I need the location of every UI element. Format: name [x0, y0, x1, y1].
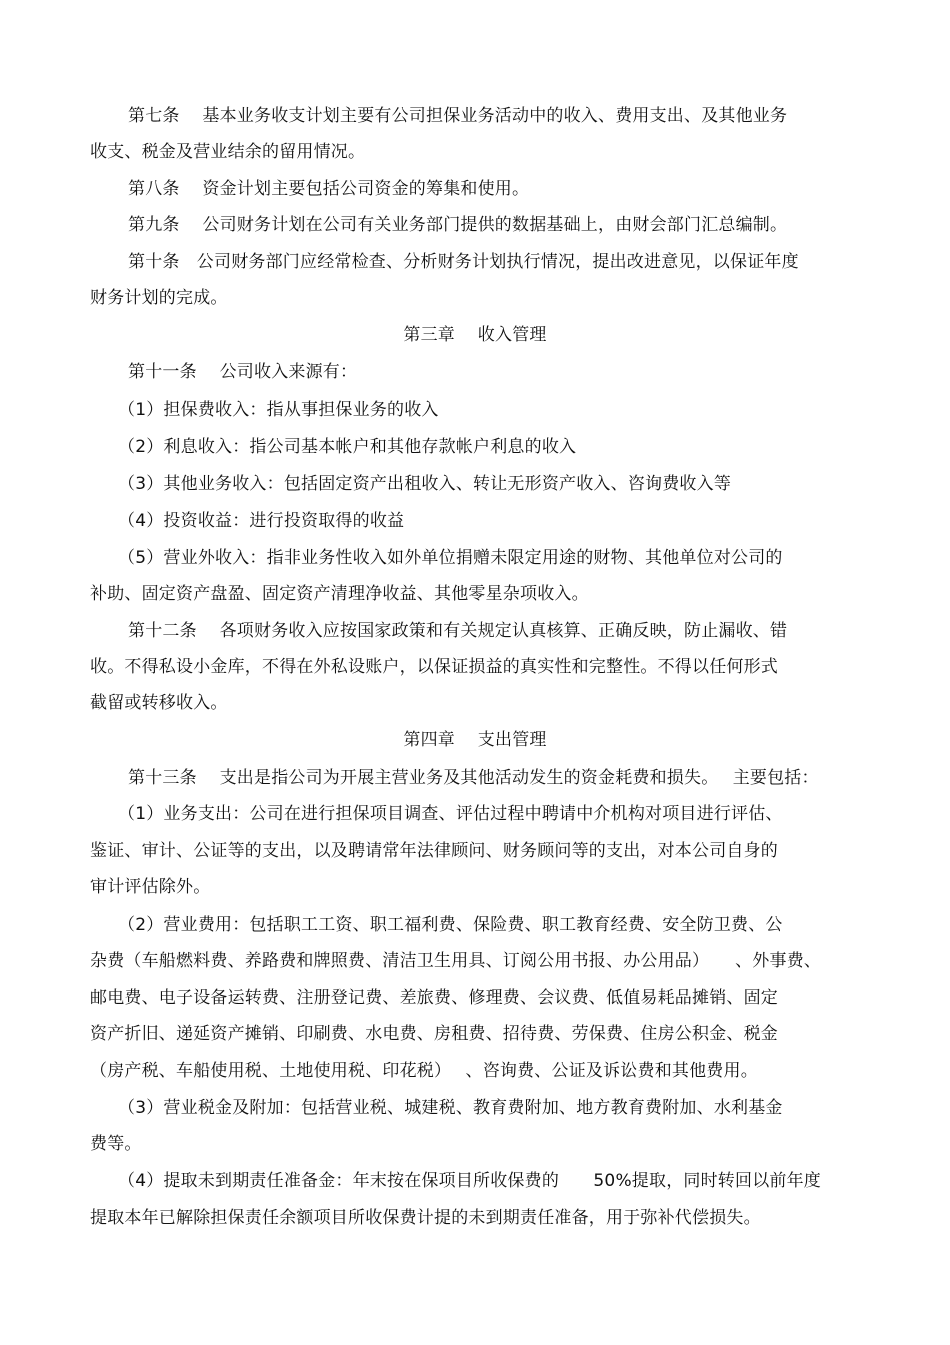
expense-item-3-line-1: （3）营业税金及附加：包括营业税、城建税、教育费附加、地方教育费附加、水利基金 — [118, 1098, 783, 1118]
expense-item-2-line-4: 资产折旧、递延资产摊销、印刷费、水电费、房租费、招待费、劳保费、住房公积金、税金 — [90, 1024, 778, 1044]
article-7-line-2: 收支、税金及营业结余的留用情况。 — [90, 142, 366, 162]
article-11: 第十一条 公司收入来源有： — [128, 362, 358, 382]
expense-item-1-line-1: （1）业务支出：公司在进行担保项目调查、评估过程中聘请中介机构对项目进行评估、 — [118, 804, 783, 824]
income-item-2: （2）利息收入：指公司基本帐户和其他存款帐户利息的收入 — [118, 437, 577, 457]
expense-item-2-line-2: 杂费（车船燃料费、养路费和牌照费、清洁卫生用具、订阅公用书报、办公用品） 、外事费、 — [90, 951, 822, 971]
income-item-5-line-2: 补助、固定资产盘盈、固定资产清理净收益、其他零星杂项收入。 — [90, 584, 589, 604]
article-12-line-2: 收。不得私设小金库，不得在外私设账户，以保证损益的真实性和完整性。不得以任何形式 — [90, 657, 778, 677]
income-item-3: （3）其他业务收入：包括固定资产出租收入、转让无形资产收入、咨询费收入等 — [118, 474, 732, 494]
income-item-1: （1）担保费收入：指从事担保业务的收入 — [118, 400, 439, 420]
article-13: 第十三条 支出是指公司为开展主营业务及其他活动发生的资金耗费和损失。 主要包括： — [128, 768, 819, 788]
article-7-line-1: 第七条 基本业务收支计划主要有公司担保业务活动中的收入、费用支出、及其他业务 — [128, 106, 788, 126]
income-item-4: （4）投资收益：进行投资取得的收益 — [118, 511, 405, 531]
expense-item-2-line-5: （房产税、车船使用税、土地使用税、印花税） 、咨询费、公证及诉讼费和其他费用。 — [90, 1061, 758, 1081]
expense-item-2-line-1: （2）营业费用：包括职工工资、职工福利费、保险费、职工教育经费、安全防卫费、公 — [118, 915, 783, 935]
expense-item-3-line-2: 费等。 — [90, 1134, 142, 1154]
article-8: 第八条 资金计划主要包括公司资金的筹集和使用。 — [128, 179, 530, 199]
article-9: 第九条 公司财务计划在公司有关业务部门提供的数据基础上，由财会部门汇总编制。 — [128, 215, 788, 235]
expense-item-2-line-3: 邮电费、电子设备运转费、注册登记费、差旅费、修理费、会议费、低值易耗品摊销、固定 — [90, 988, 778, 1008]
article-10-line-2: 财务计划的完成。 — [90, 288, 228, 308]
article-12-line-1: 第十二条 各项财务收入应按国家政策和有关规定认真核算、正确反映，防止漏收、错 — [128, 621, 788, 641]
expense-item-4-line-2: 提取本年已解除担保责任余额项目所收保费计提的未到期责任准备，用于弥补代偿损失。 — [90, 1208, 761, 1228]
expense-item-4-line-1: （4）提取未到期责任准备金：年末按在保项目所收保费的 50%提取，同时转回以前年度 — [118, 1171, 821, 1191]
article-10-line-1: 第十条 公司财务部门应经常检查、分析财务计划执行情况，提出改进意见，以保证年度 — [128, 252, 799, 272]
income-item-5-line-1: （5）营业外收入：指非业务性收入如外单位捐赠未限定用途的财物、其他单位对公司的 — [118, 548, 783, 568]
expense-item-1-line-3: 审计评估除外。 — [90, 877, 211, 897]
article-12-line-3: 截留或转移收入。 — [90, 693, 228, 713]
chapter-4-heading: 第四章 支出管理 — [403, 730, 547, 750]
chapter-3-heading: 第三章 收入管理 — [403, 325, 547, 345]
expense-item-1-line-2: 鉴证、审计、公证等的支出，以及聘请常年法律顾问、财务顾问等的支出，对本公司自身的 — [90, 841, 778, 861]
